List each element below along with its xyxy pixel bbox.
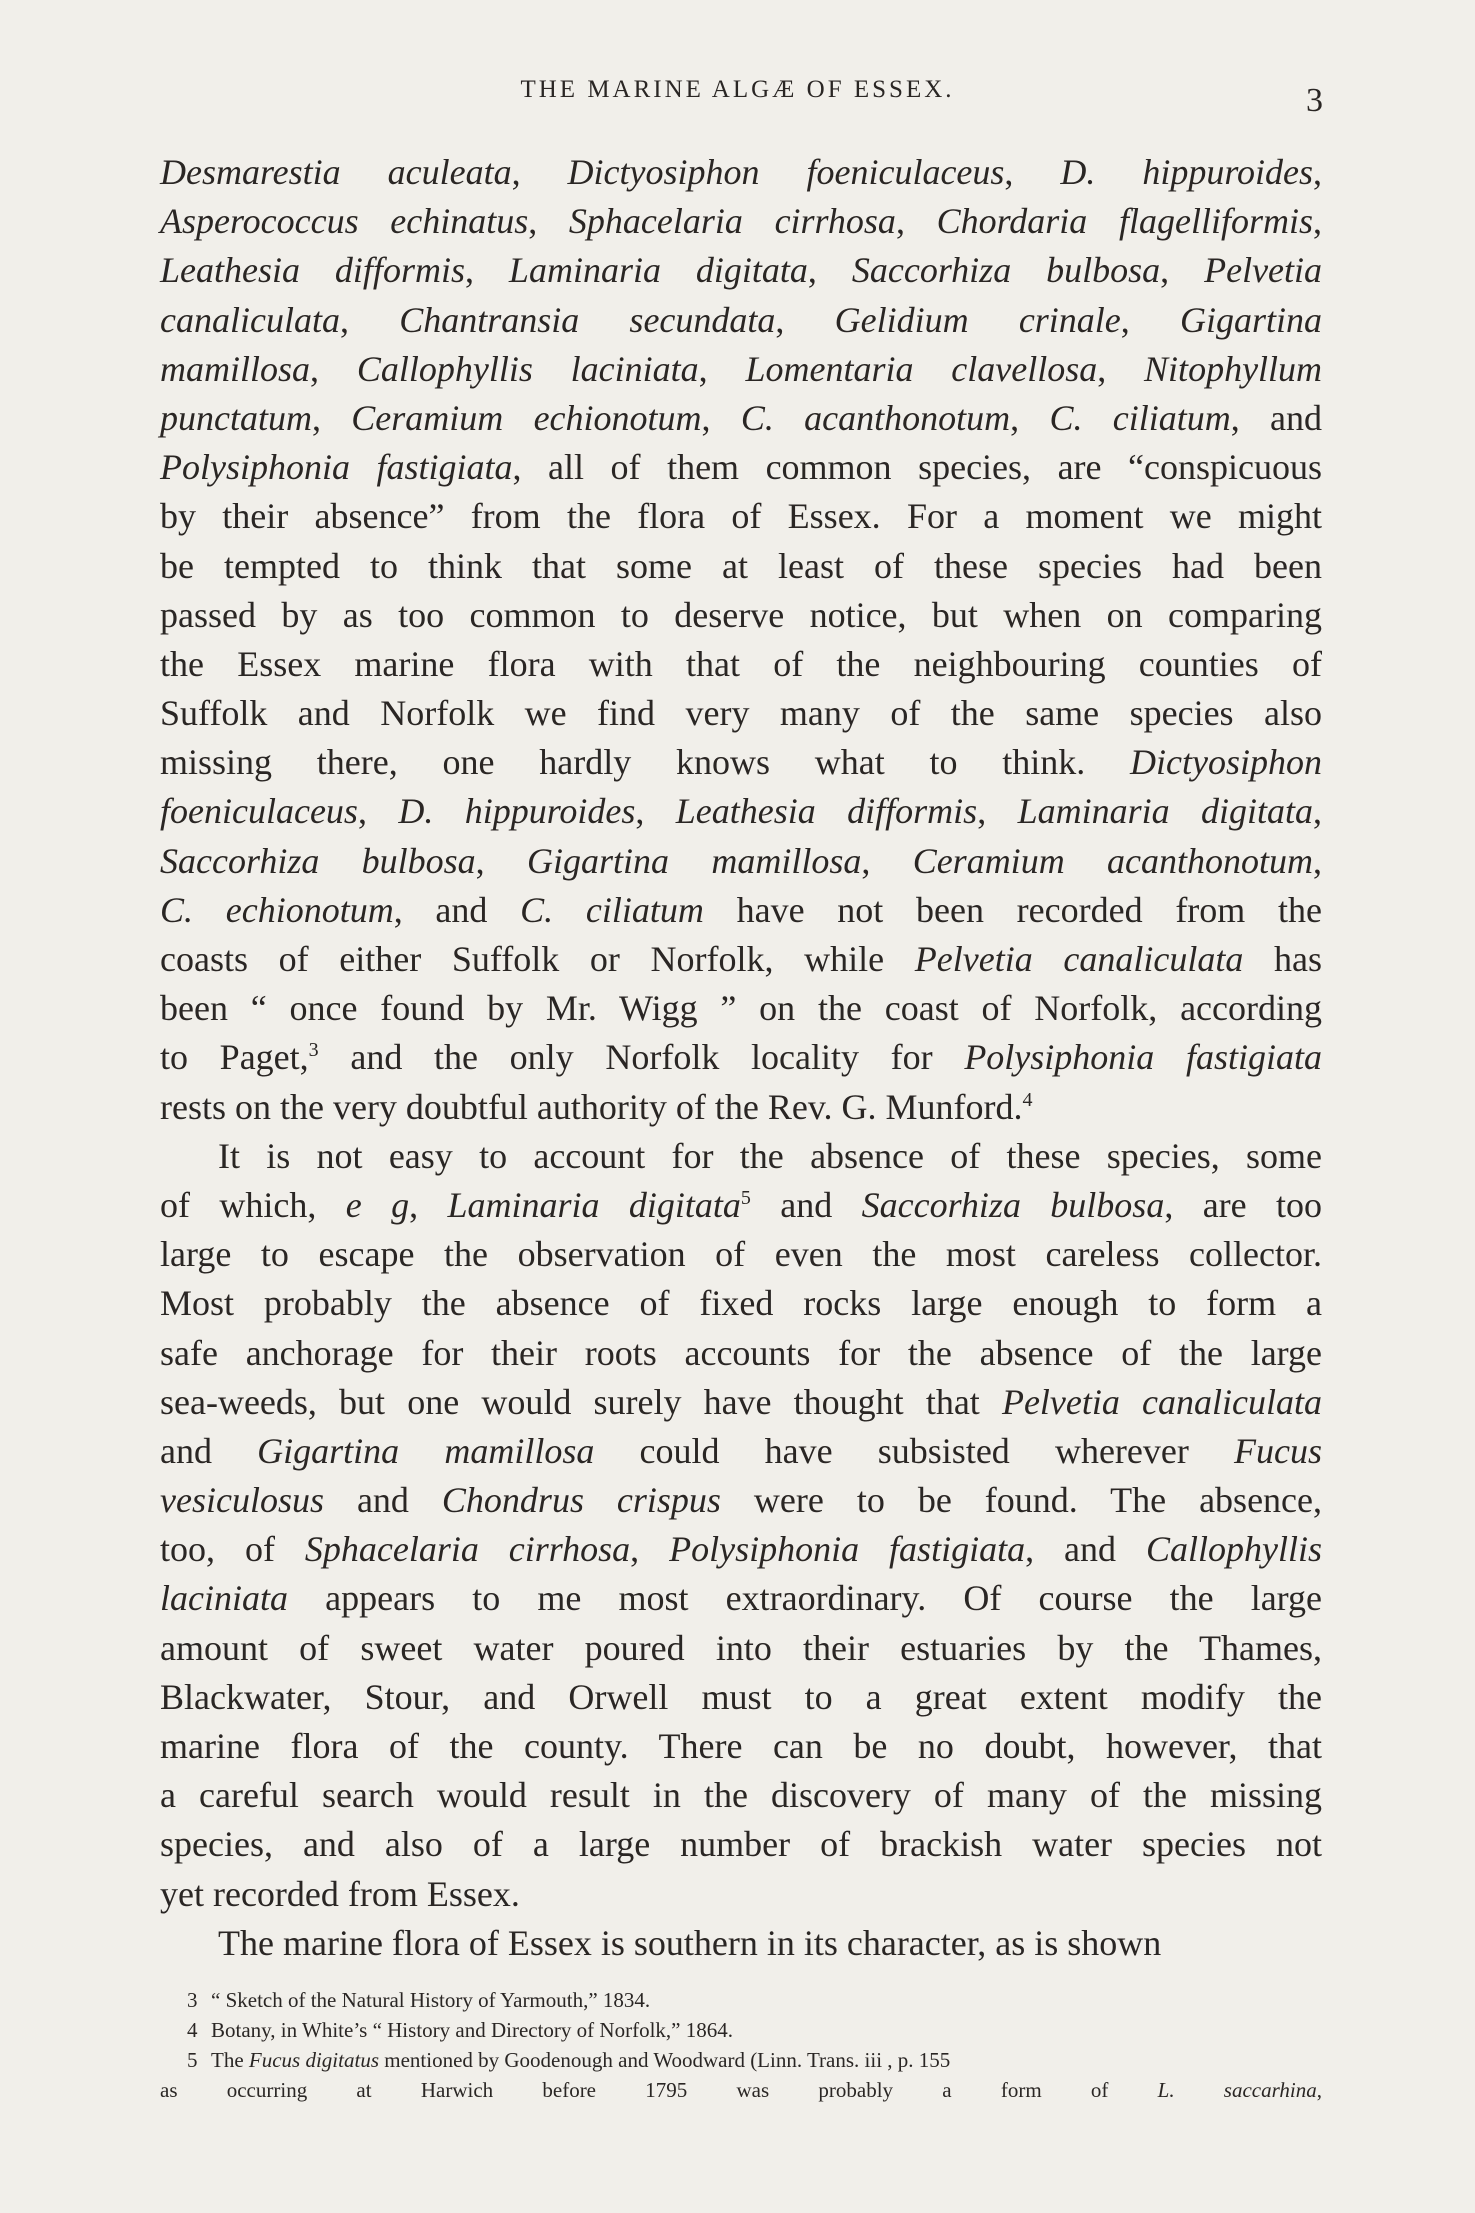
- text-run: ,: [1010, 397, 1050, 438]
- italic-text: Polysiphonia fastigiata: [160, 447, 513, 488]
- italic-text: Pelvetia canaliculata: [1001, 1381, 1322, 1422]
- italic-text: L. saccarhina: [1157, 2078, 1317, 2102]
- text-line: [160, 640, 1322, 689]
- text-line: [160, 1427, 1322, 1476]
- text-run: ,: [311, 397, 352, 438]
- italic-text: Polysiphonia fastigiata: [669, 1529, 1026, 1570]
- italic-text: Leathesia difformis: [675, 791, 978, 832]
- text-run: too, of: [160, 1529, 305, 1570]
- italic-text: Polysiphonia fastigiata: [964, 1037, 1322, 1078]
- text-run: ,: [1097, 348, 1145, 389]
- italic-text: Sphacelaria cirrhosa: [568, 201, 896, 242]
- text-line: [160, 1820, 1322, 1869]
- text-run: ,: [511, 152, 568, 192]
- footnote-ref: 3: [308, 1039, 319, 1062]
- footnote-ref: 5: [740, 1186, 751, 1209]
- text-line: [160, 1378, 1322, 1427]
- text-run: rests on the very doubtful authority of the Rev. G. Munford.: [160, 1086, 1023, 1127]
- text-run: ,: [357, 791, 399, 832]
- text-line: [160, 935, 1322, 984]
- text-line: [160, 1230, 1322, 1279]
- text-line: [160, 689, 1322, 738]
- text-line: [160, 787, 1322, 836]
- text-line: [160, 492, 1322, 541]
- text-run: ,: [1316, 2078, 1323, 2102]
- text-line: [160, 886, 1322, 935]
- italic-text: punctatum: [160, 397, 312, 438]
- italic-text: Sphacelaria cirrhosa: [304, 1529, 631, 1570]
- text-run: , are too: [1164, 1184, 1323, 1225]
- text-run: passed by as too common to deserve notice, but when on comparing: [160, 594, 1322, 635]
- text-run: ,: [310, 348, 357, 389]
- italic-text: Gigartina: [1180, 299, 1323, 340]
- text-run: ,: [701, 397, 741, 438]
- text-run: mentioned by Goodenough and Woodward (Linn. Trans. iii , p. 155: [379, 2048, 951, 2072]
- text-line: [160, 296, 1322, 345]
- text-run: ,: [1120, 299, 1181, 340]
- text-line: [160, 1624, 1322, 1673]
- text-line: [160, 1132, 1322, 1181]
- italic-text: Callophyllis laciniata: [356, 348, 699, 389]
- italic-text: canaliculata: [160, 299, 340, 340]
- italic-text: Saccorhiza bulbosa: [851, 250, 1161, 291]
- text-run: Botany, in White’s “ History and Directory of Norfolk,” 1864.: [211, 2018, 733, 2042]
- text-line: [160, 1870, 1322, 1919]
- text-line: [160, 837, 1322, 886]
- text-line: [160, 1525, 1322, 1574]
- text-run: ,: [1004, 152, 1061, 192]
- text-run: and: [160, 1430, 258, 1471]
- text-run: ,: [1313, 201, 1322, 242]
- text-run: ,: [807, 250, 852, 291]
- text-run: yet recorded from Essex.: [160, 1873, 520, 1914]
- running-title: THE MARINE ALGÆ OF ESSEX.: [520, 76, 955, 103]
- text-run: Suffolk and Norfolk we find very many of the same species also: [160, 693, 1322, 734]
- text-run: as occurring at Harwich before 1795 was probably a form of: [160, 2078, 1158, 2102]
- text-line: [160, 1771, 1322, 1820]
- italic-text: Laminaria digitata: [447, 1184, 741, 1225]
- text-line: [160, 1673, 1322, 1722]
- text-run: ,: [698, 348, 746, 389]
- italic-text: C. ciliatum: [1049, 397, 1231, 438]
- text-run: coasts of either Suffolk or Norfolk, while: [160, 939, 915, 979]
- text-run: amount of sweet water poured into their estuaries by the Thames,: [160, 1627, 1322, 1668]
- footnote-number: 5: [187, 2048, 198, 2072]
- text-run: be tempted to think that some at least of these species had been: [160, 545, 1322, 586]
- italic-text: Chondrus crispus: [441, 1480, 721, 1521]
- text-run: ,: [630, 1529, 670, 1570]
- text-line: [160, 1033, 1322, 1082]
- text-run: , all of them common species, are “conspicuous: [512, 447, 1322, 488]
- text-run: ,: [895, 201, 937, 242]
- text-run: ,: [1313, 152, 1323, 192]
- text-line: [160, 542, 1322, 591]
- text-run: of which,: [160, 1184, 346, 1225]
- text-run: a careful search would result in the discovery of many of the missing: [160, 1775, 1322, 1816]
- text-run: ,: [1313, 791, 1323, 832]
- text-run: ,: [339, 299, 400, 340]
- italic-text: Callophyllis: [1145, 1529, 1322, 1570]
- text-run: ,: [1160, 250, 1205, 291]
- text-run: , and: [1025, 1529, 1146, 1570]
- text-run: The: [211, 2048, 249, 2072]
- text-run: ,: [475, 840, 527, 881]
- text-run: been “ once found by Mr. Wigg ” on the coast of Norfolk, according: [160, 988, 1322, 1029]
- text-run: missing there, one hardly knows what to think.: [160, 742, 1131, 783]
- text-line: [160, 1722, 1322, 1771]
- italic-text: Dictyosiphon: [1130, 742, 1322, 783]
- italic-text: Nitophyllum: [1144, 348, 1323, 389]
- text-run: appears to me most extraordinary. Of course the large: [288, 1578, 1322, 1619]
- text-run: Most probably the absence of fixed rocks large enough to form a: [160, 1283, 1322, 1324]
- italic-text: Laminaria digitata: [508, 250, 808, 291]
- text-line: [160, 984, 1322, 1033]
- italic-text: D. hippuroides: [398, 791, 636, 832]
- italic-text: Gigartina mamillosa: [527, 840, 862, 881]
- text-run: ,: [635, 791, 676, 832]
- italic-text: D. hippuroides: [1060, 152, 1314, 192]
- text-run: , and: [393, 889, 521, 930]
- footnote: [160, 2015, 1322, 2045]
- text-line: [160, 1329, 1322, 1378]
- text-run: and: [750, 1184, 862, 1225]
- text-run: and: [323, 1480, 442, 1521]
- italic-text: e g: [345, 1184, 410, 1225]
- italic-text: laciniata: [160, 1578, 288, 1619]
- italic-text: Chantransia secundata: [399, 299, 776, 340]
- text-run: could have subsisted wherever: [594, 1430, 1235, 1471]
- text-line: [160, 246, 1322, 295]
- text-line: [160, 148, 1322, 197]
- italic-text: foeniculaceus: [160, 791, 358, 832]
- text-run: marine flora of the county. There can be no doubt, however, that: [160, 1726, 1322, 1766]
- text-run: large to escape the observation of even the most careless collector.: [160, 1234, 1322, 1275]
- italic-text: C. echionotum: [160, 889, 394, 930]
- italic-text: Saccorhiza bulbosa: [861, 1184, 1165, 1225]
- text-line: [160, 738, 1322, 787]
- text-line: [160, 197, 1322, 246]
- text-run: ,: [409, 1184, 448, 1225]
- text-run: were to be found. The absence,: [720, 1480, 1323, 1521]
- italic-text: Asperococcus echinatus: [160, 201, 529, 242]
- italic-text: Pelvetia canaliculata: [914, 939, 1244, 979]
- italic-text: C. acanthonotum: [740, 397, 1011, 438]
- italic-text: Gigartina mamillosa: [257, 1430, 595, 1471]
- text-run: and the only Norfolk locality for: [318, 1037, 965, 1078]
- italic-text: Ceramium echionotum: [351, 397, 702, 438]
- italic-text: Dictyosiphon foeniculaceus: [567, 152, 1005, 192]
- text-line: [160, 394, 1322, 443]
- italic-text: Ceramium acanthonotum: [912, 840, 1313, 881]
- text-run: ,: [1313, 840, 1322, 881]
- text-run: to Paget,: [160, 1037, 309, 1078]
- text-run: , and: [1230, 397, 1323, 438]
- page-number: 3: [1306, 82, 1323, 119]
- text-run: Blackwater, Stour, and Orwell must to a great extent modify the: [160, 1676, 1322, 1717]
- italic-text: Fucus: [1234, 1430, 1323, 1471]
- text-line: [160, 443, 1322, 492]
- text-line: [160, 1279, 1322, 1328]
- text-run: has: [1243, 939, 1322, 979]
- italic-text: Saccorhiza bulbosa: [160, 840, 476, 881]
- italic-text: Lomentaria clavellosa: [745, 348, 1098, 389]
- text-run: ,: [464, 250, 509, 291]
- italic-text: Chordaria flagelliformis: [936, 201, 1313, 242]
- text-run: ,: [528, 201, 569, 242]
- footnote-number: 3: [187, 1988, 198, 2012]
- text-run: ,: [775, 299, 835, 340]
- footnote-continuation: [160, 2075, 1322, 2105]
- text-run: “ Sketch of the Natural History of Yarmouth,” 1834.: [211, 1988, 651, 2012]
- footnote: [160, 1985, 1322, 2015]
- italic-text: mamillosa: [160, 348, 311, 389]
- italic-text: Fucus digitatus: [248, 2048, 379, 2072]
- text-line: [160, 1083, 1322, 1132]
- body-text: [160, 148, 1322, 1968]
- text-run: the Essex marine flora with that of the neighbouring counties of: [160, 643, 1322, 684]
- footnotes: [160, 1985, 1322, 2105]
- text-run: It is not easy to account for the absence of these species, some: [218, 1135, 1322, 1176]
- footnote-number: 4: [187, 2018, 198, 2042]
- text-run: ,: [861, 840, 913, 881]
- italic-text: Pelvetia: [1204, 250, 1323, 291]
- footnote-ref: 4: [1022, 1088, 1033, 1111]
- italic-text: Gelidium crinale: [834, 299, 1121, 340]
- footnote: [160, 2045, 1322, 2075]
- text-run: ,: [977, 791, 1018, 832]
- text-run: by their absence” from the flora of Essex. For a moment we might: [160, 496, 1322, 537]
- italic-text: Leathesia difformis: [160, 250, 465, 291]
- text-run: species, and also of a large number of brackish water species not: [160, 1824, 1322, 1865]
- text-line: [160, 1574, 1322, 1623]
- italic-text: vesiculosus: [160, 1480, 324, 1521]
- italic-text: Desmarestia aculeata: [160, 152, 512, 192]
- text-line: [160, 591, 1322, 640]
- text-run: have not been recorded from the: [703, 889, 1323, 930]
- text-line: [160, 1919, 1322, 1968]
- text-line: [160, 1476, 1322, 1525]
- text-run: sea-weeds, but one would surely have thought that: [160, 1381, 1002, 1422]
- italic-text: Laminaria digitata: [1017, 791, 1314, 832]
- text-line: [160, 1181, 1322, 1230]
- text-line: [160, 345, 1322, 394]
- text-run: The marine flora of Essex is southern in its character, as is shown: [218, 1922, 1162, 1963]
- text-run: safe anchorage for their roots accounts for the absence of the large: [160, 1332, 1322, 1373]
- italic-text: C. ciliatum: [520, 889, 704, 930]
